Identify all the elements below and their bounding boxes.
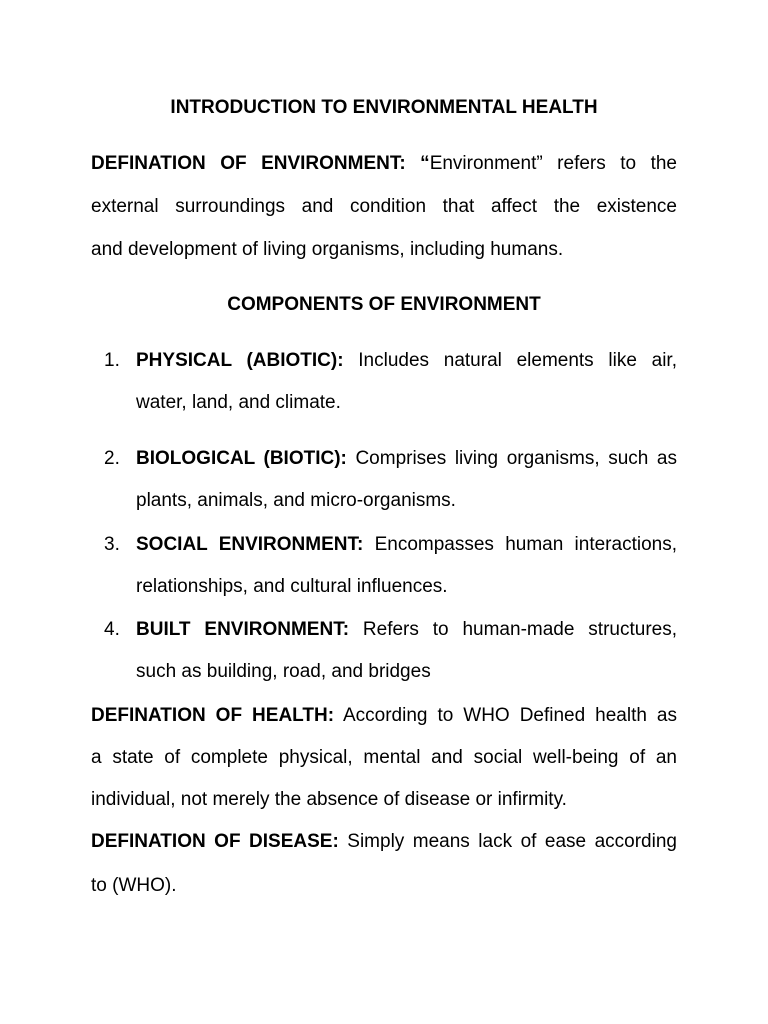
env-definition-line-1 [91, 152, 677, 176]
health-definition-line-2: a state of complete physical, mental and social well-being of an [91, 747, 677, 768]
list-number: 3. [104, 534, 120, 555]
health-definition-line-1 [91, 704, 677, 728]
document-title: INTRODUCTION TO ENVIRONMENTAL HEALTH [170, 97, 598, 118]
list-number: 1. [104, 350, 120, 371]
component-text-line-2: such as building, road, and bridges [136, 661, 431, 682]
component-text-line-1 [136, 533, 677, 557]
component-label: BIOLOGICAL (BIOTIC): [136, 448, 347, 469]
disease-definition-line-1 [91, 830, 677, 854]
component-text-line-2: water, land, and climate. [136, 392, 341, 413]
env-definition-line-2: external surroundings and condition that affect the existence [91, 196, 677, 217]
component-text-line-1 [136, 618, 677, 642]
document-page [91, 0, 677, 1024]
component-desc: Refers to human-made structures, [349, 619, 677, 640]
disease-definition-label: DEFINATION OF DISEASE: [91, 831, 339, 852]
component-text-line-2: relationships, and cultural influences. [136, 576, 448, 597]
components-heading: COMPONENTS OF ENVIRONMENT [227, 294, 541, 315]
component-text-line-2: plants, animals, and micro-organisms. [136, 490, 456, 511]
component-label: PHYSICAL (ABIOTIC): [136, 350, 344, 371]
component-label: SOCIAL ENVIRONMENT: [136, 534, 364, 555]
env-definition-text-1: Environment” refers to the [429, 153, 677, 174]
list-number: 2. [104, 448, 120, 469]
component-text-line-1 [136, 447, 677, 471]
health-definition-line-3: individual, not merely the absence of disease or infirmity. [91, 789, 567, 810]
component-label: BUILT ENVIRONMENT: [136, 619, 350, 640]
component-desc: Encompasses human interactions, [363, 534, 677, 555]
list-number: 4. [104, 619, 120, 640]
component-desc: Includes natural elements like air, [343, 350, 677, 371]
disease-definition-text-1: Simply means lack of ease according [338, 831, 677, 852]
component-text-line-1 [136, 349, 677, 373]
env-definition-line-3: and development of living organisms, including humans. [91, 239, 564, 260]
disease-definition-line-2: to (WHO). [91, 875, 177, 896]
health-definition-label: DEFINATION OF HEALTH: [91, 705, 335, 726]
env-definition-label: DEFINATION OF ENVIRONMENT: “ [91, 153, 430, 174]
health-definition-text-1: According to WHO Defined health as [334, 705, 678, 726]
component-desc: Comprises living organisms, such as [346, 448, 677, 469]
